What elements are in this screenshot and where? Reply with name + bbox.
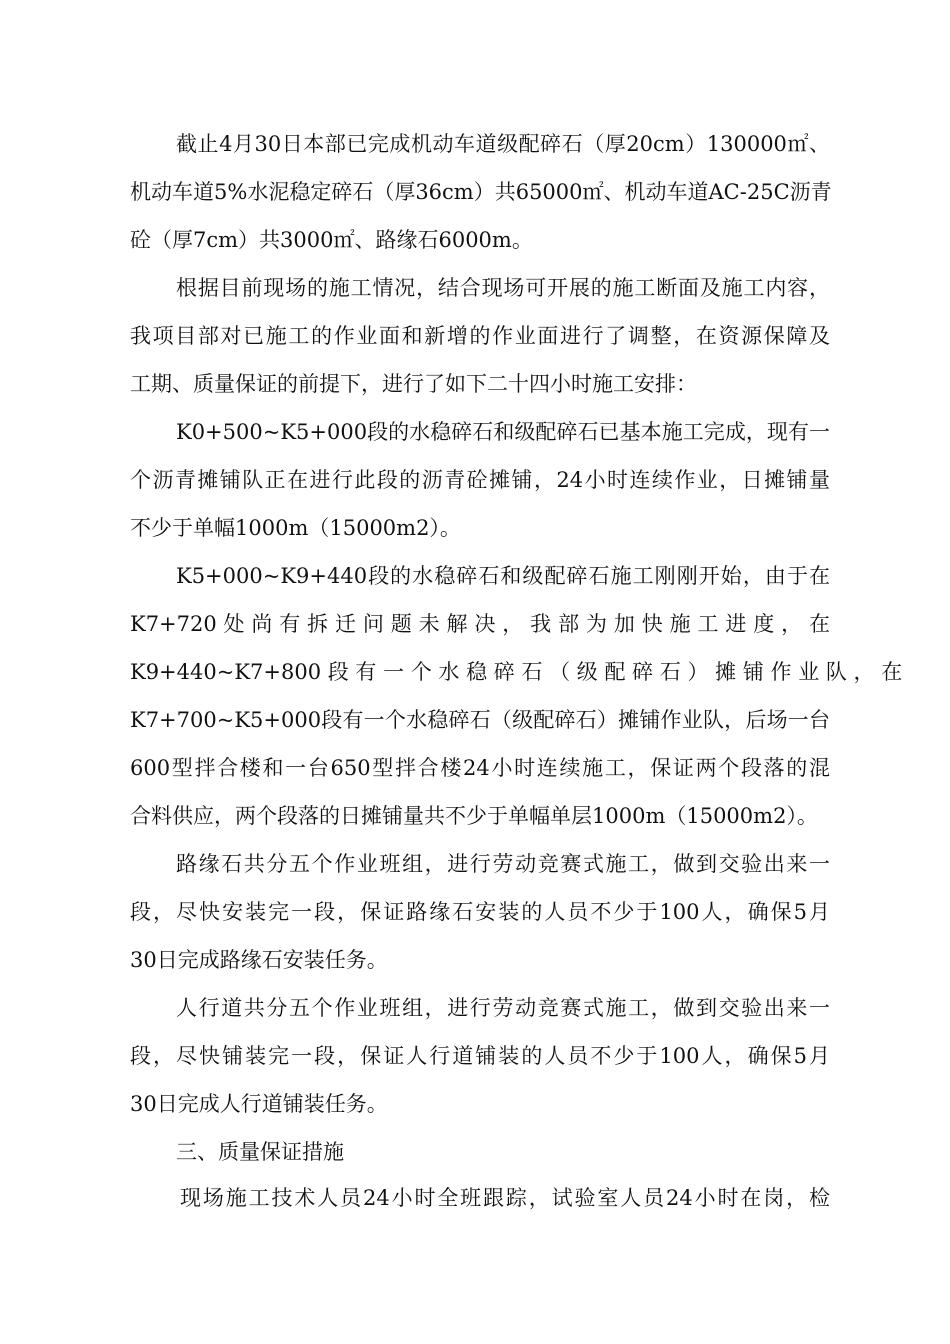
paragraph-1-line-2: 机动车道5%水泥稳定碎石（厚36cm）共65000㎡、机动车道AC-25C沥青: [130, 180, 832, 204]
paragraph-3-line-1: K0+500~K5+000段的水稳碎石和级配碎石已基本施工完成，现有一: [176, 420, 830, 444]
paragraph-3-line-2: 个沥青摊铺队正在进行此段的沥青砼摊铺，24小时连续作业，日摊铺量: [130, 468, 830, 492]
paragraph-5-line-3: 30日完成路缘石安装任务。: [130, 948, 388, 972]
paragraph-4-line-3: K9+440~K7+800 段 有 一 个 水 稳 碎 石 （ 级 配 碎 石 ） 摊 铺 作 业 队 ， 在: [130, 660, 903, 684]
paragraph-1-line-1: 截止4月30日本部已完成机动车道级配碎石（厚20cm）130000㎡、: [176, 132, 830, 156]
paragraph-5-line-1: 路缘石共分五个作业班组，进行劳动竞赛式施工，做到交验出来一: [176, 852, 830, 876]
paragraph-4-line-4: K7+700~K5+000段有一个水稳碎石（级配碎石）摊铺作业队，后场一台: [130, 708, 830, 732]
paragraph-6-line-3: 30日完成人行道铺装任务。: [130, 1092, 388, 1116]
paragraph-4-line-2: K7+720 处 尚 有 拆 迁 问 题 未 解 决 ， 我 部 为 加 快 施 工 进 度 ， 在: [130, 612, 830, 636]
paragraph-1-line-3: 砼（厚7cm）共3000㎡、路缘石6000m。: [130, 228, 533, 252]
paragraph-2-line-1: 根据目前现场的施工情况，结合现场可开展的施工断面及施工内容，: [176, 276, 830, 300]
paragraph-4-line-6: 合料供应，两个段落的日摊铺量共不少于单幅单层1000m（15000m2）。: [130, 804, 818, 828]
paragraph-3-line-3: 不少于单幅1000m（15000m2）。: [130, 516, 461, 540]
paragraph-5-line-2: 段，尽快安装完一段，保证路缘石安装的人员不少于100人，确保5月: [130, 900, 830, 924]
section-heading: 三、质量保证措施: [176, 1140, 344, 1164]
paragraph-4-line-1: K5+000~K9+440段的水稳碎石和级配碎石施工刚刚开始，由于在: [176, 564, 830, 588]
paragraph-6-line-1: 人行道共分五个作业班组，进行劳动竞赛式施工，做到交验出来一: [176, 996, 830, 1020]
paragraph-2-line-3: 工期、质量保证的前提下，进行了如下二十四小时施工安排：: [130, 372, 697, 396]
paragraph-4-line-5: 600型拌合楼和一台650型拌合楼24小时连续施工，保证两个段落的混: [130, 756, 830, 780]
paragraph-6-line-2: 段，尽快铺装完一段，保证人行道铺装的人员不少于100人，确保5月: [130, 1044, 830, 1068]
paragraph-8-line-1: 现场施工技术人员24小时全班跟踪，试验室人员24小时在岗，检: [180, 1186, 830, 1210]
paragraph-2-line-2: 我项目部对已施工的作业面和新增的作业面进行了调整，在资源保障及: [130, 324, 830, 348]
